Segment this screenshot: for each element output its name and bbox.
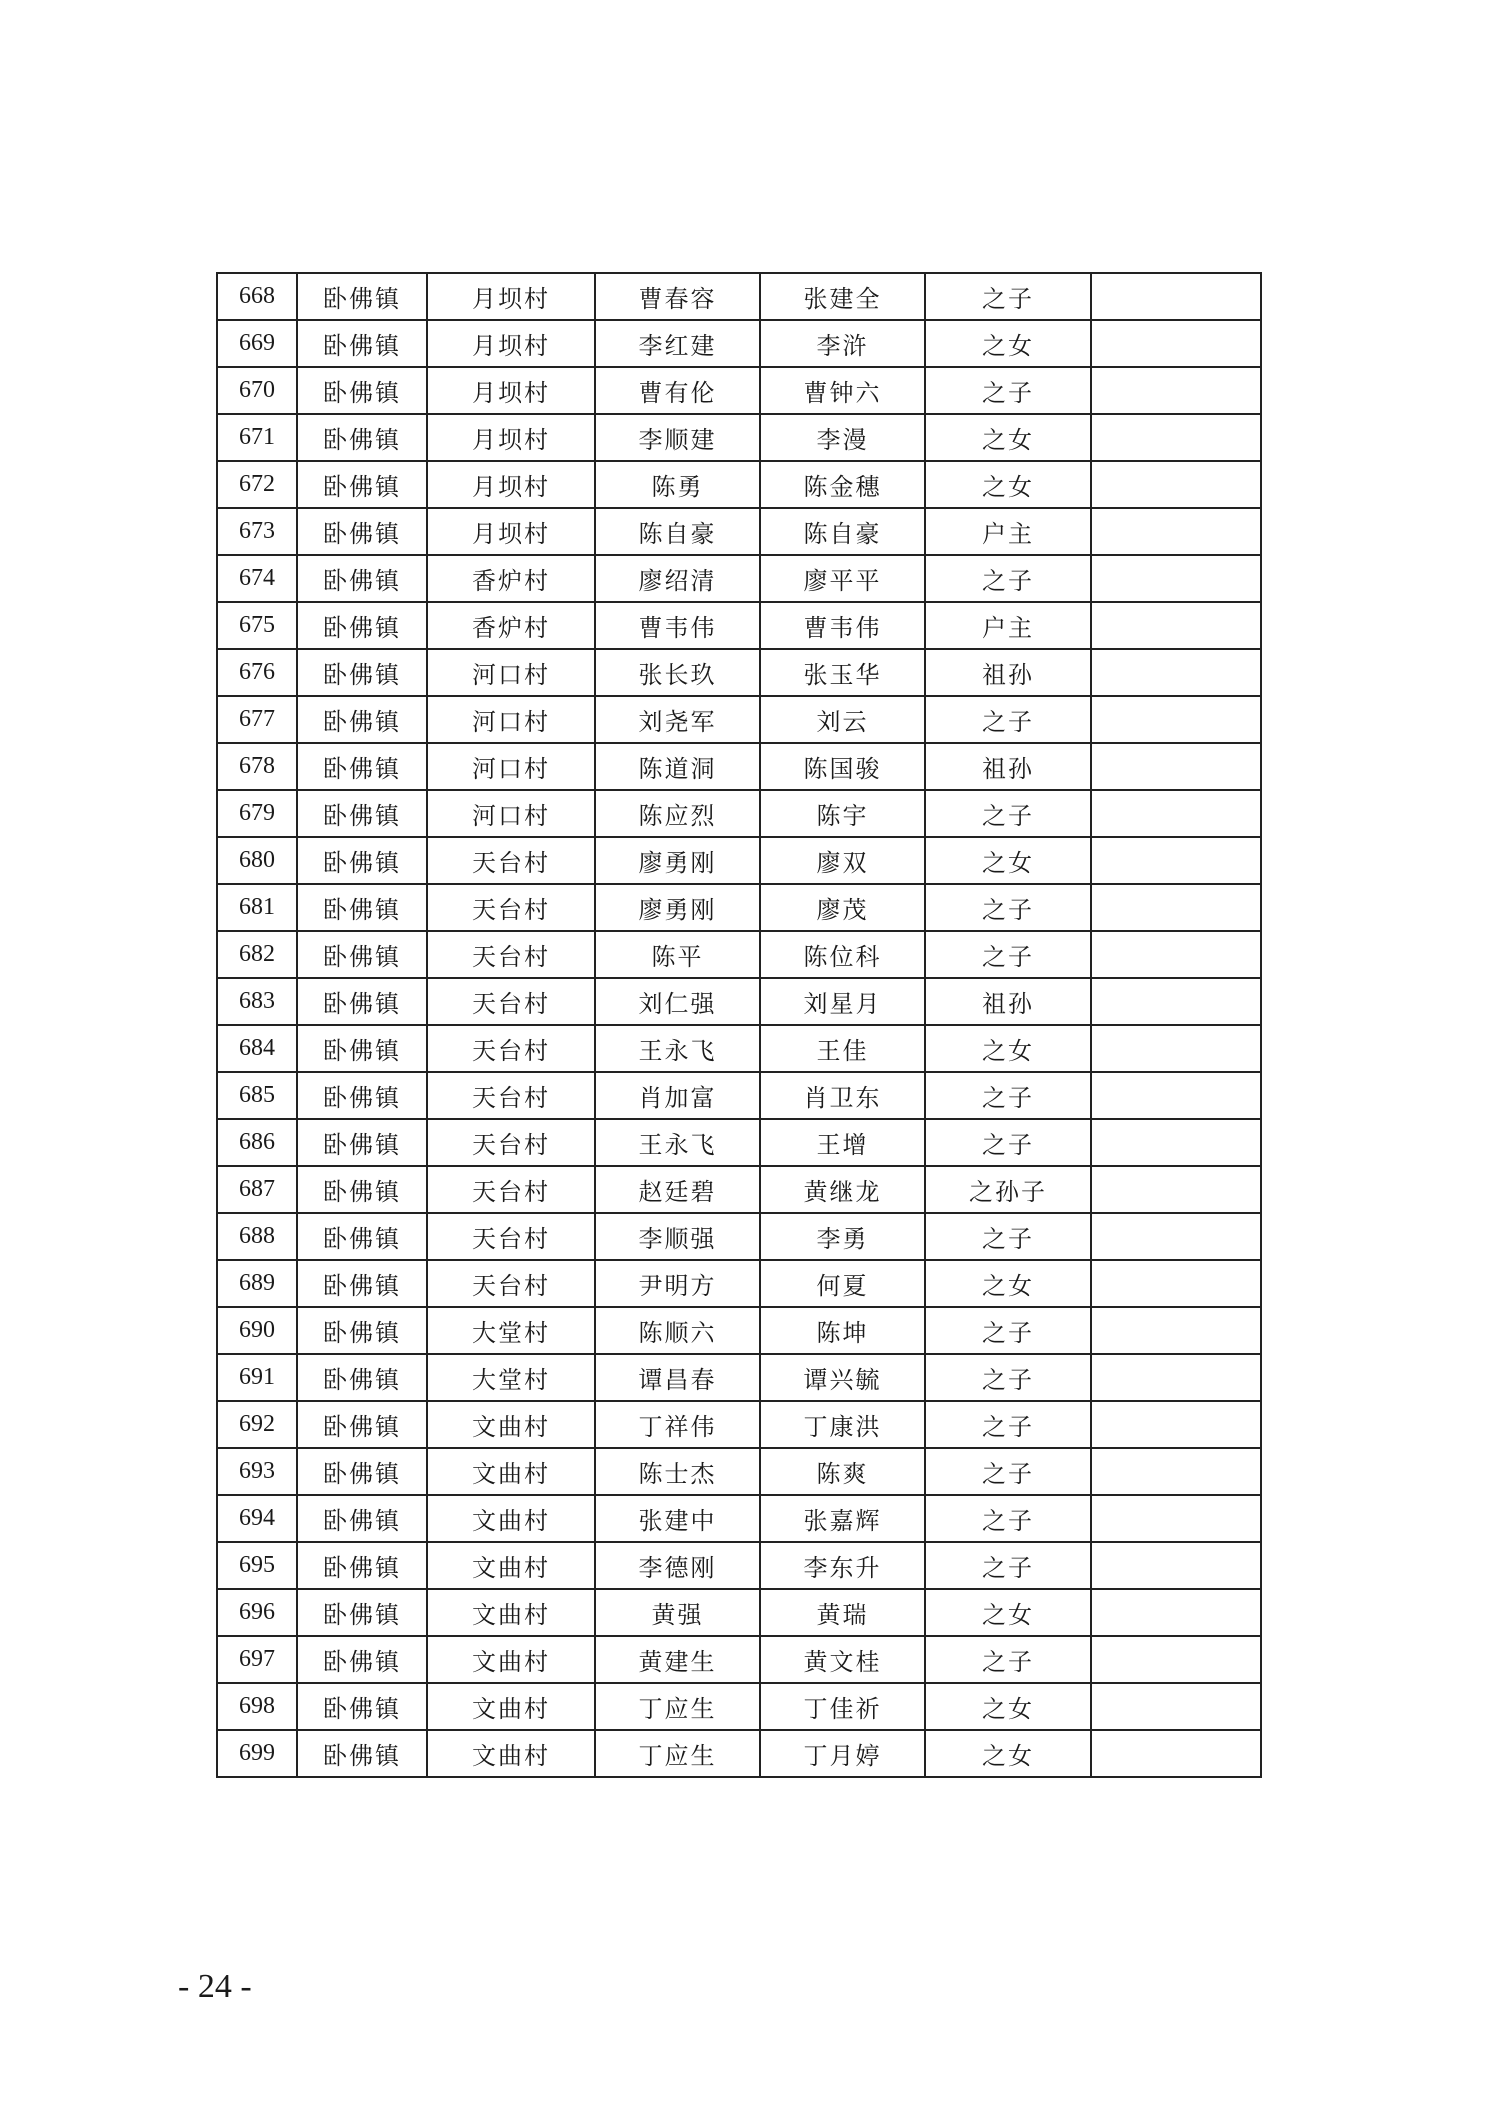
cell-number: 673	[217, 508, 297, 555]
table-row	[217, 1260, 1261, 1307]
cell-household-head: 丁祥伟	[595, 1401, 760, 1448]
table-row	[217, 1636, 1261, 1683]
cell-household-head: 尹明方	[595, 1260, 760, 1307]
cell-household-head: 陈平	[595, 931, 760, 978]
cell-person-name: 张嘉辉	[760, 1495, 925, 1542]
cell-number: 671	[217, 414, 297, 461]
cell-town: 卧佛镇	[297, 837, 427, 884]
table-row	[217, 837, 1261, 884]
cell-relation: 之女	[925, 1730, 1091, 1777]
cell-village: 月坝村	[427, 508, 595, 555]
cell-note	[1091, 931, 1261, 978]
table-row	[217, 1072, 1261, 1119]
cell-household-head: 丁应生	[595, 1683, 760, 1730]
cell-note	[1091, 320, 1261, 367]
cell-person-name: 陈国骏	[760, 743, 925, 790]
cell-person-name: 陈自豪	[760, 508, 925, 555]
cell-number: 699	[217, 1730, 297, 1777]
cell-household-head: 陈应烈	[595, 790, 760, 837]
cell-person-name: 廖双	[760, 837, 925, 884]
cell-note	[1091, 696, 1261, 743]
cell-relation: 之女	[925, 320, 1091, 367]
cell-town: 卧佛镇	[297, 461, 427, 508]
cell-note	[1091, 1730, 1261, 1777]
cell-number: 677	[217, 696, 297, 743]
cell-note	[1091, 273, 1261, 320]
cell-note	[1091, 978, 1261, 1025]
cell-household-head: 王永飞	[595, 1119, 760, 1166]
table-row	[217, 1354, 1261, 1401]
cell-number: 684	[217, 1025, 297, 1072]
table-row	[217, 978, 1261, 1025]
cell-person-name: 李东升	[760, 1542, 925, 1589]
cell-household-head: 黄建生	[595, 1636, 760, 1683]
cell-note	[1091, 1119, 1261, 1166]
cell-note	[1091, 1448, 1261, 1495]
table-row	[217, 1307, 1261, 1354]
cell-village: 天台村	[427, 884, 595, 931]
cell-number: 694	[217, 1495, 297, 1542]
roster-table-body	[217, 273, 1261, 1777]
cell-number: 680	[217, 837, 297, 884]
cell-note	[1091, 1213, 1261, 1260]
cell-town: 卧佛镇	[297, 320, 427, 367]
cell-household-head: 曹韦伟	[595, 602, 760, 649]
cell-person-name: 廖茂	[760, 884, 925, 931]
cell-village: 大堂村	[427, 1307, 595, 1354]
cell-relation: 之子	[925, 790, 1091, 837]
cell-village: 文曲村	[427, 1730, 595, 1777]
cell-person-name: 王佳	[760, 1025, 925, 1072]
cell-relation: 之女	[925, 1683, 1091, 1730]
table-row	[217, 508, 1261, 555]
table-row	[217, 884, 1261, 931]
cell-person-name: 黄继龙	[760, 1166, 925, 1213]
table-row	[217, 414, 1261, 461]
cell-relation: 之子	[925, 1542, 1091, 1589]
table-row	[217, 1213, 1261, 1260]
cell-number: 670	[217, 367, 297, 414]
cell-relation: 之子	[925, 1401, 1091, 1448]
cell-village: 河口村	[427, 790, 595, 837]
cell-village: 天台村	[427, 978, 595, 1025]
cell-household-head: 刘尧军	[595, 696, 760, 743]
table-row	[217, 1448, 1261, 1495]
cell-relation: 之子	[925, 367, 1091, 414]
table-row	[217, 1401, 1261, 1448]
cell-village: 天台村	[427, 1072, 595, 1119]
cell-relation: 之子	[925, 1495, 1091, 1542]
page-number: - 24 -	[178, 1968, 252, 2005]
cell-village: 文曲村	[427, 1401, 595, 1448]
cell-person-name: 何夏	[760, 1260, 925, 1307]
cell-person-name: 曹韦伟	[760, 602, 925, 649]
cell-number: 687	[217, 1166, 297, 1213]
cell-note	[1091, 1636, 1261, 1683]
cell-household-head: 黄强	[595, 1589, 760, 1636]
cell-town: 卧佛镇	[297, 1025, 427, 1072]
cell-person-name: 李勇	[760, 1213, 925, 1260]
cell-town: 卧佛镇	[297, 743, 427, 790]
cell-town: 卧佛镇	[297, 1730, 427, 1777]
cell-relation: 之子	[925, 1448, 1091, 1495]
cell-person-name: 谭兴毓	[760, 1354, 925, 1401]
cell-town: 卧佛镇	[297, 1495, 427, 1542]
cell-person-name: 陈爽	[760, 1448, 925, 1495]
table-row	[217, 790, 1261, 837]
cell-person-name: 王增	[760, 1119, 925, 1166]
cell-number: 681	[217, 884, 297, 931]
cell-note	[1091, 1072, 1261, 1119]
cell-town: 卧佛镇	[297, 1072, 427, 1119]
cell-household-head: 陈勇	[595, 461, 760, 508]
cell-relation: 之孙子	[925, 1166, 1091, 1213]
cell-household-head: 曹春容	[595, 273, 760, 320]
table-row	[217, 649, 1261, 696]
cell-number: 685	[217, 1072, 297, 1119]
cell-village: 天台村	[427, 1260, 595, 1307]
cell-village: 月坝村	[427, 461, 595, 508]
cell-relation: 祖孙	[925, 978, 1091, 1025]
cell-household-head: 廖勇刚	[595, 837, 760, 884]
cell-relation: 之子	[925, 1307, 1091, 1354]
cell-town: 卧佛镇	[297, 649, 427, 696]
cell-person-name: 张玉华	[760, 649, 925, 696]
cell-person-name: 丁佳祈	[760, 1683, 925, 1730]
table-row	[217, 1166, 1261, 1213]
cell-note	[1091, 1260, 1261, 1307]
cell-relation: 之子	[925, 1636, 1091, 1683]
cell-person-name: 陈金穗	[760, 461, 925, 508]
cell-relation: 之女	[925, 1025, 1091, 1072]
cell-village: 月坝村	[427, 414, 595, 461]
cell-town: 卧佛镇	[297, 367, 427, 414]
table-row	[217, 602, 1261, 649]
cell-relation: 之子	[925, 1119, 1091, 1166]
cell-note	[1091, 649, 1261, 696]
cell-town: 卧佛镇	[297, 555, 427, 602]
cell-town: 卧佛镇	[297, 1542, 427, 1589]
cell-number: 688	[217, 1213, 297, 1260]
cell-village: 河口村	[427, 743, 595, 790]
cell-relation: 之子	[925, 273, 1091, 320]
cell-village: 天台村	[427, 1166, 595, 1213]
cell-town: 卧佛镇	[297, 1260, 427, 1307]
cell-village: 天台村	[427, 1213, 595, 1260]
cell-number: 683	[217, 978, 297, 1025]
cell-village: 月坝村	[427, 273, 595, 320]
cell-village: 天台村	[427, 1025, 595, 1072]
cell-note	[1091, 367, 1261, 414]
cell-relation: 之女	[925, 461, 1091, 508]
cell-number: 690	[217, 1307, 297, 1354]
cell-relation: 之子	[925, 931, 1091, 978]
table-row	[217, 1683, 1261, 1730]
cell-village: 月坝村	[427, 320, 595, 367]
cell-note	[1091, 1495, 1261, 1542]
table-row	[217, 273, 1261, 320]
table-row	[217, 1025, 1261, 1072]
cell-note	[1091, 414, 1261, 461]
table-row	[217, 1495, 1261, 1542]
cell-relation: 之子	[925, 884, 1091, 931]
cell-relation: 之子	[925, 1354, 1091, 1401]
cell-note	[1091, 790, 1261, 837]
cell-village: 文曲村	[427, 1589, 595, 1636]
cell-person-name: 丁康洪	[760, 1401, 925, 1448]
cell-town: 卧佛镇	[297, 273, 427, 320]
cell-number: 695	[217, 1542, 297, 1589]
cell-person-name: 丁月婷	[760, 1730, 925, 1777]
cell-town: 卧佛镇	[297, 1636, 427, 1683]
cell-town: 卧佛镇	[297, 602, 427, 649]
cell-person-name: 曹钟六	[760, 367, 925, 414]
cell-note	[1091, 743, 1261, 790]
cell-household-head: 刘仁强	[595, 978, 760, 1025]
cell-town: 卧佛镇	[297, 931, 427, 978]
cell-household-head: 陈自豪	[595, 508, 760, 555]
cell-household-head: 谭昌春	[595, 1354, 760, 1401]
cell-person-name: 廖平平	[760, 555, 925, 602]
cell-village: 河口村	[427, 696, 595, 743]
cell-household-head: 李德刚	[595, 1542, 760, 1589]
cell-village: 大堂村	[427, 1354, 595, 1401]
cell-village: 天台村	[427, 931, 595, 978]
cell-number: 691	[217, 1354, 297, 1401]
cell-number: 672	[217, 461, 297, 508]
cell-person-name: 肖卫东	[760, 1072, 925, 1119]
cell-village: 香炉村	[427, 602, 595, 649]
cell-household-head: 陈顺六	[595, 1307, 760, 1354]
cell-number: 675	[217, 602, 297, 649]
roster-table	[216, 272, 1262, 1778]
cell-number: 674	[217, 555, 297, 602]
cell-town: 卧佛镇	[297, 696, 427, 743]
cell-household-head: 赵廷碧	[595, 1166, 760, 1213]
cell-relation: 之子	[925, 1213, 1091, 1260]
cell-note	[1091, 1589, 1261, 1636]
cell-village: 文曲村	[427, 1542, 595, 1589]
cell-town: 卧佛镇	[297, 1401, 427, 1448]
cell-number: 698	[217, 1683, 297, 1730]
cell-relation: 之女	[925, 1260, 1091, 1307]
cell-town: 卧佛镇	[297, 414, 427, 461]
cell-household-head: 陈士杰	[595, 1448, 760, 1495]
cell-person-name: 黄文桂	[760, 1636, 925, 1683]
cell-note	[1091, 1025, 1261, 1072]
cell-household-head: 李红建	[595, 320, 760, 367]
cell-village: 香炉村	[427, 555, 595, 602]
cell-number: 692	[217, 1401, 297, 1448]
cell-town: 卧佛镇	[297, 1354, 427, 1401]
cell-town: 卧佛镇	[297, 978, 427, 1025]
cell-town: 卧佛镇	[297, 790, 427, 837]
cell-town: 卧佛镇	[297, 1213, 427, 1260]
cell-note	[1091, 884, 1261, 931]
cell-village: 天台村	[427, 1119, 595, 1166]
cell-number: 689	[217, 1260, 297, 1307]
cell-note	[1091, 602, 1261, 649]
cell-number: 678	[217, 743, 297, 790]
cell-village: 天台村	[427, 837, 595, 884]
cell-town: 卧佛镇	[297, 1448, 427, 1495]
cell-village: 文曲村	[427, 1683, 595, 1730]
cell-person-name: 陈位科	[760, 931, 925, 978]
cell-town: 卧佛镇	[297, 1683, 427, 1730]
cell-note	[1091, 1401, 1261, 1448]
cell-person-name: 刘星月	[760, 978, 925, 1025]
cell-note	[1091, 1542, 1261, 1589]
table-row	[217, 555, 1261, 602]
cell-note	[1091, 1683, 1261, 1730]
cell-relation: 之子	[925, 1072, 1091, 1119]
cell-household-head: 李顺强	[595, 1213, 760, 1260]
cell-town: 卧佛镇	[297, 1166, 427, 1213]
cell-household-head: 李顺建	[595, 414, 760, 461]
table-row	[217, 320, 1261, 367]
cell-village: 文曲村	[427, 1636, 595, 1683]
cell-village: 文曲村	[427, 1495, 595, 1542]
cell-person-name: 张建全	[760, 273, 925, 320]
cell-town: 卧佛镇	[297, 1589, 427, 1636]
cell-relation: 之子	[925, 555, 1091, 602]
cell-household-head: 廖勇刚	[595, 884, 760, 931]
cell-number: 682	[217, 931, 297, 978]
cell-number: 669	[217, 320, 297, 367]
cell-town: 卧佛镇	[297, 1307, 427, 1354]
cell-village: 月坝村	[427, 367, 595, 414]
cell-number: 679	[217, 790, 297, 837]
cell-person-name: 黄瑞	[760, 1589, 925, 1636]
table-row	[217, 743, 1261, 790]
cell-relation: 户主	[925, 602, 1091, 649]
cell-person-name: 李漫	[760, 414, 925, 461]
cell-note	[1091, 1307, 1261, 1354]
cell-person-name: 陈坤	[760, 1307, 925, 1354]
cell-relation: 祖孙	[925, 649, 1091, 696]
cell-number: 676	[217, 649, 297, 696]
cell-village: 文曲村	[427, 1448, 595, 1495]
table-row	[217, 1589, 1261, 1636]
cell-note	[1091, 1166, 1261, 1213]
table-row	[217, 1119, 1261, 1166]
cell-number: 697	[217, 1636, 297, 1683]
cell-person-name: 刘云	[760, 696, 925, 743]
cell-note	[1091, 1354, 1261, 1401]
cell-household-head: 张建中	[595, 1495, 760, 1542]
cell-relation: 户主	[925, 508, 1091, 555]
table-row	[217, 461, 1261, 508]
table-row	[217, 696, 1261, 743]
table-row	[217, 367, 1261, 414]
cell-note	[1091, 508, 1261, 555]
cell-relation: 之女	[925, 414, 1091, 461]
cell-note	[1091, 837, 1261, 884]
cell-household-head: 王永飞	[595, 1025, 760, 1072]
cell-number: 668	[217, 273, 297, 320]
cell-household-head: 肖加富	[595, 1072, 760, 1119]
cell-note	[1091, 555, 1261, 602]
cell-relation: 之女	[925, 837, 1091, 884]
cell-town: 卧佛镇	[297, 884, 427, 931]
cell-household-head: 陈道洞	[595, 743, 760, 790]
cell-number: 686	[217, 1119, 297, 1166]
cell-town: 卧佛镇	[297, 508, 427, 555]
cell-note	[1091, 461, 1261, 508]
cell-household-head: 张长玖	[595, 649, 760, 696]
cell-person-name: 陈宇	[760, 790, 925, 837]
table-row	[217, 1542, 1261, 1589]
cell-household-head: 廖绍清	[595, 555, 760, 602]
cell-relation: 祖孙	[925, 743, 1091, 790]
cell-village: 河口村	[427, 649, 595, 696]
cell-town: 卧佛镇	[297, 1119, 427, 1166]
table-row	[217, 1730, 1261, 1777]
cell-relation: 之子	[925, 696, 1091, 743]
cell-number: 693	[217, 1448, 297, 1495]
cell-number: 696	[217, 1589, 297, 1636]
table-row	[217, 931, 1261, 978]
cell-household-head: 丁应生	[595, 1730, 760, 1777]
cell-person-name: 李浒	[760, 320, 925, 367]
cell-relation: 之女	[925, 1589, 1091, 1636]
cell-household-head: 曹有伦	[595, 367, 760, 414]
